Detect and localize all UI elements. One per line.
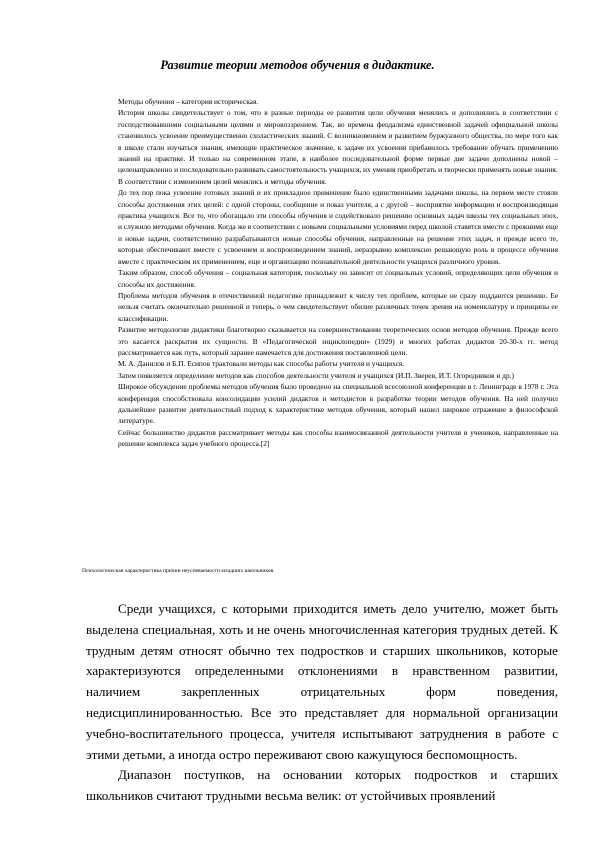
page-title: Развитие теории методов обучения в дидактике. xyxy=(160,58,435,72)
small-paragraph: Затем появляется определение методов как способов деятельности учителя и учащихся (И.П. Зверев, И.Т. Огородников и др.) xyxy=(118,370,514,380)
small-paragraph: Таким образом, способ обучения – социальная категория, поскольку он зависит от социальных условий, определяющих цели обучения и способы их достижения. xyxy=(118,268,558,289)
small-text-block xyxy=(118,96,558,450)
small-paragraph: Проблема методов обучения в отечественной педагогике принадлежит к числу тех проблем, которые не сразу поддаются решению. Ее нельзя считать окончательно решенной и теперь, о чем свидетельствует обилие различных точек зрения на номенклатуру и принципы ее классификации. xyxy=(118,290,558,323)
small-paragraph: До тех пор пока усвоение готовых знаний и их прикладное применение было единственными задачами школы, на первом месте стояли способы достижения этих целей: с одной стороны, сообщение и показ учителя, а с другой – восприятие информации и воспроизводящая практика учащихся. Все то, что обогащало эти способы обучения и содействовало решению основных задач школы тех социальных эпох, и служило методами обучения. Когда же в соответствии с новыми социальными условиями перед школой ставятся вместе с прежними еще и новые задачи, соответственно разрабатываются новые способы обучения, направленные на решение этих задач, и прежде всего те, которые обеспечивают вместе с усвоением и воспроизведением знаний, неразрывно комплексно решающую роль в процессе обучения вместе с практическим их применением, еще и организацию познавательной деятельности учащихся различного уровня. xyxy=(118,188,558,266)
small-paragraph: История школы свидетельствует о том, что в разные периоды ее развития цели обучения менялись и дополнялись в соответствии с господствовавшими социальными целями и мировоззрением. Так, во времена феодализма единственной задачей официальной школы становилось усвоение преимущественно схоластических знаний. С возникновением и развитием буржуазного общества, по мере того как в школе стали изучаться знания, имеющие практическое значение, к задаче их усвоения прибавилось требование обучать применению знаний на практике. И только на современном этапе, в наиболее последовательной форме первые две задачи дополнены новой – целенаправленно и последовательно развивать самостоятельность учащихся, их умения приобретать и творчески применять новые знания. xyxy=(118,108,558,175)
small-paragraph: М. А. Данилов и Б.П. Есипов трактовали методы как способы работы учителя и учащихся. xyxy=(118,359,405,369)
small-paragraph: Методы обучения – категория историческая. xyxy=(118,97,259,106)
section-note: Психологическая характеристика причин неуспеваемости младших школьников. xyxy=(82,568,275,574)
small-paragraph: Широкое обсуждение проблемы методов обучения было проведено на специальной всесоюзной конференции в г. Ленинграде в 1978 г. Эта конференция способствовала консолидации усилий дидактов и методистов в разработке теории методов обучения. На ней получил дальнейшее развитие деятельностный подход к характеристике методов обучения, который нашел широкое отражение в философской литературе. xyxy=(118,382,558,426)
small-paragraph: Сейчас большинство дидактов рассматривает методы как способы взаимосвязанной деятельности учителя и учеников, направленные на решение комплекса задач учебного процесса.[2] xyxy=(118,427,558,449)
small-paragraph: Развитие методологии дидактики благотворно сказывается на совершенствовании теоретических основ методов обучения. Прежде всего это касается раскрытия их сущности. В «Педагогической энциклопедии» (1929) и многих работах дидактов 20-30-х гг. метод рассматривается как путь, который заранее намечается для достижения поставленной цели. xyxy=(118,325,558,357)
main-paragraph: Диапазон поступков, на основании которых подростков и старших школьников считают трудными весьма велик: от устойчивых проявлений xyxy=(86,767,558,804)
small-paragraph: В соответствии с изменением целей менялись и методы обучения. xyxy=(118,176,327,186)
main-text-block xyxy=(86,599,558,807)
main-paragraph: Среди учащихся, с которыми приходится иметь дело учителю, может быть выделена специальная, хоть и не очень многочисленная категория трудных детей. К трудным детям относят обычно тех подростков и старших школьников, которые характеризуются определенными отклонениями в нравственном развитии, наличием закрепленных отрицательных форм поведения, недисциплинированностью. Все это представляет для нормальной организации учебно-воспитательного процесса, учителя испытывают затруднения в работе с этими детьми, а иногда остро переживают свою кажущуюся беспомощность. xyxy=(86,601,558,762)
